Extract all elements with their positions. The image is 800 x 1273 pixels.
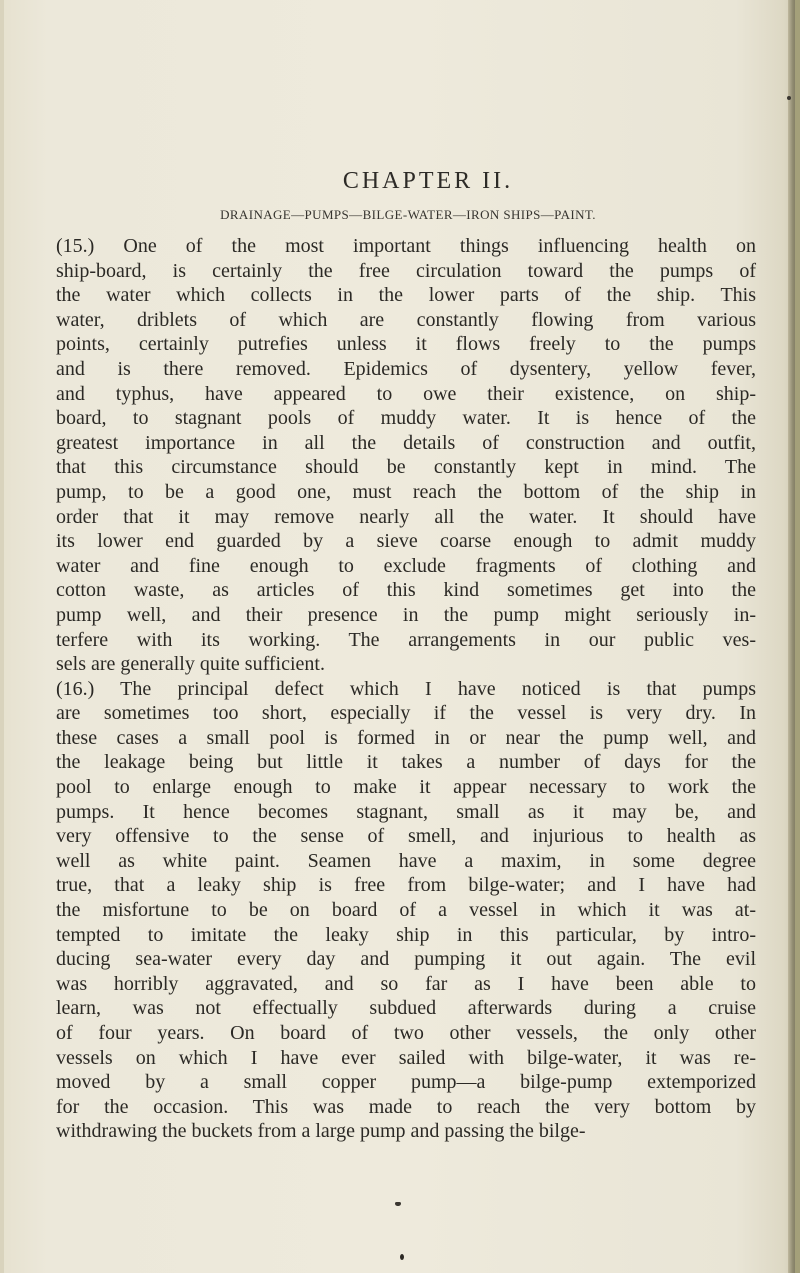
paragraph-16 <box>56 677 756 1144</box>
text-line: for the occasion. This was made to reach the very bottom by <box>56 1095 756 1118</box>
paragraph-15 <box>56 234 756 677</box>
page-content <box>56 166 756 1144</box>
text-line: points, certainly putrefies unless it flows freely to the pumps <box>56 333 756 356</box>
text-line: order that it may remove nearly all the water. It should have <box>56 505 756 528</box>
text-line: ducing sea-water every day and pumping it out again. The evil <box>56 948 756 971</box>
text-line: water, driblets of which are constantly flowing from various <box>56 308 756 331</box>
text-line: learn, was not effectually subdued afterwards during a cruise <box>56 997 756 1020</box>
text-line: (16.) The principal defect which I have noticed is that pumps <box>56 677 756 700</box>
text-line: greatest importance in all the details of construction and outfit, <box>56 431 756 454</box>
text-line: its lower end guarded by a sieve coarse enough to admit muddy <box>56 530 756 553</box>
text-line: vessels on which I have ever sailed with bilge-water, it was re- <box>56 1046 756 1069</box>
ink-mark <box>395 1202 401 1206</box>
chapter-title: CHAPTER II. <box>342 168 514 194</box>
text-line: and typhus, have appeared to owe their existence, on ship- <box>56 382 756 405</box>
page-left-edge <box>0 0 4 1273</box>
text-line: pump well, and their presence in the pump might seriously in- <box>56 603 756 626</box>
text-line: ship-board, is certainly the free circulation toward the pumps of <box>56 259 756 282</box>
text-line: withdrawing the buckets from a large pump and passing the bilge- <box>56 1120 586 1143</box>
ink-mark <box>400 1254 404 1260</box>
text-line: and is there removed. Epidemics of dysentery, yellow fever, <box>56 357 756 380</box>
text-line: tempted to imitate the leaky ship in this particular, by intro- <box>56 923 756 946</box>
text-line: the leakage being but little it takes a number of days for the <box>56 751 756 774</box>
text-line: terfere with its working. The arrangements in our public ves- <box>56 628 756 651</box>
page-right-edge <box>788 0 800 1273</box>
text-line: these cases a small pool is formed in or near the pump well, and <box>56 726 756 749</box>
text-line: pumps. It hence becomes stagnant, small as it may be, and <box>56 800 756 823</box>
ink-speck <box>787 96 791 100</box>
text-line: sels are generally quite sufficient. <box>56 653 325 676</box>
text-line: the misfortune to be on board of a vessel in which it was at- <box>56 899 756 922</box>
text-line: was horribly aggravated, and so far as I have been able to <box>56 972 756 995</box>
text-line: very offensive to the sense of smell, and injurious to health as <box>56 825 756 848</box>
text-line: pump, to be a good one, must reach the bottom of the ship in <box>56 480 756 503</box>
text-line: well as white paint. Seamen have a maxim, in some degree <box>56 849 756 872</box>
text-line: board, to stagnant pools of muddy water. It is hence of the <box>56 407 756 430</box>
text-line: moved by a small copper pump—a bilge-pump extemporized <box>56 1071 756 1094</box>
text-line: true, that a leaky ship is free from bilge-water; and I have had <box>56 874 756 897</box>
text-line: that this circumstance should be constantly kept in mind. The <box>56 456 756 479</box>
text-line: pool to enlarge enough to make it appear necessary to work the <box>56 776 756 799</box>
text-line: cotton waste, as articles of this kind sometimes get into the <box>56 579 756 602</box>
chapter-subtitle: DRAINAGE—PUMPS—BILGE-WATER—IRON SHIPS—PAINT. <box>220 207 596 222</box>
text-line: the water which collects in the lower parts of the ship. This <box>56 284 756 307</box>
text-line: (15.) One of the most important things influencing health on <box>56 235 756 257</box>
text-line: water and fine enough to exclude fragments of clothing and <box>56 554 756 577</box>
text-line: are sometimes too short, especially if the vessel is very dry. In <box>56 702 756 725</box>
text-line: of four years. On board of two other vessels, the only other <box>56 1022 756 1044</box>
